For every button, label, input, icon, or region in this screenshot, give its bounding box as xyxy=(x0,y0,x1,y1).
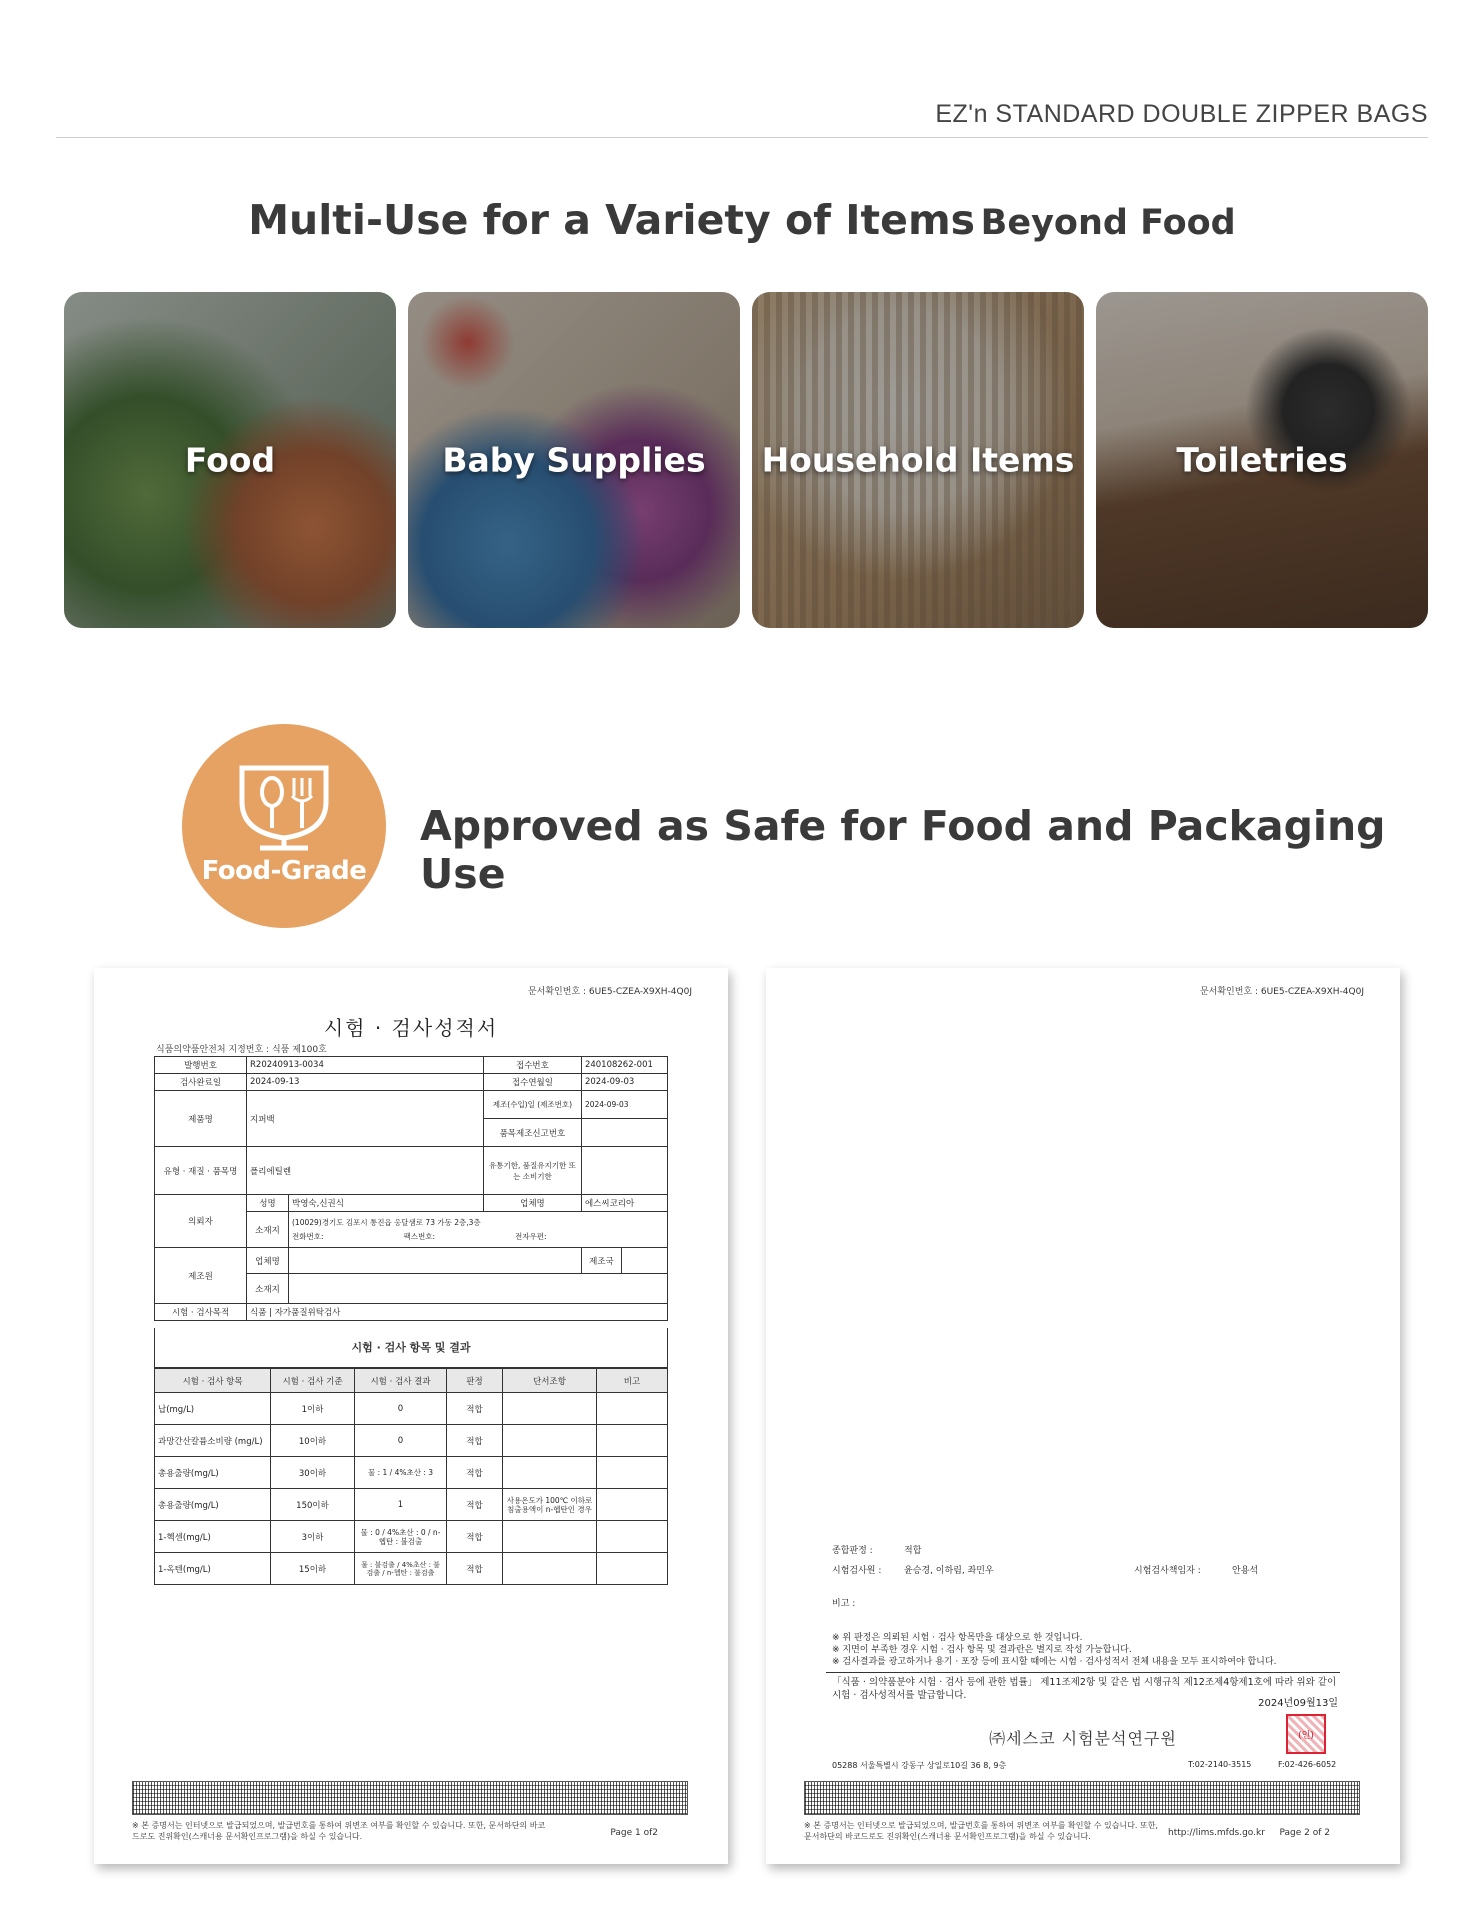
fax-label: 팩스번호: xyxy=(403,1231,436,1241)
maker-company-label: 업체명 xyxy=(247,1248,289,1274)
results-header: 비고 xyxy=(597,1369,668,1393)
page-number: Page 2 of 2 xyxy=(1279,1828,1330,1838)
test-report-page-1 xyxy=(94,968,728,1864)
cutlery-icon xyxy=(234,762,334,852)
barcode xyxy=(132,1781,688,1815)
card-label: Toiletries xyxy=(1176,440,1348,480)
registration-number: 식품의약품안전처 지정번호 : 식품 제100호 xyxy=(156,1045,327,1055)
result-note xyxy=(597,1553,668,1585)
testers-label: 시험검사원 : xyxy=(832,1566,882,1576)
result-note xyxy=(597,1393,668,1425)
maker-label: 제조원 xyxy=(155,1248,247,1304)
address-label: 소재지 xyxy=(247,1212,289,1248)
issuer-address: 05288 서울특별시 강동구 상일로10길 36 8, 9층 xyxy=(832,1761,1007,1770)
company-label: 업체명 xyxy=(483,1195,581,1212)
result-item: 과망간산칼륨소비량 (mg/L) xyxy=(155,1425,271,1457)
purpose-label: 시험 · 검사목적 xyxy=(155,1304,247,1321)
receipt-date: 2024-09-03 xyxy=(581,1074,667,1091)
header-divider xyxy=(56,137,1428,138)
results-section-title: 시험 · 검사 항목 및 결과 xyxy=(154,1328,668,1368)
result-value: 1 xyxy=(355,1489,447,1521)
result-verdict: 적합 xyxy=(447,1489,503,1521)
card-label: Food xyxy=(184,440,276,480)
purpose-value: 식품 | 자가품질위탁검사 xyxy=(247,1304,668,1321)
expiry-label: 유통기한, 품질유지기한 또는 소비기한 xyxy=(483,1147,581,1195)
country-label: 제조국 xyxy=(581,1248,621,1274)
result-standard: 3이하 xyxy=(271,1521,355,1553)
note-item: ※ 지면이 부족한 경우 시험 · 검사 항목 및 결과란은 별지로 작성 가능합니다. xyxy=(832,1645,1132,1655)
report-info-table xyxy=(154,1056,668,1321)
receipt-date-label: 접수연월일 xyxy=(483,1074,581,1091)
results-table xyxy=(154,1368,668,1585)
result-standard: 150이하 xyxy=(271,1489,355,1521)
law-statement: 「식품 · 의약품분야 시험 · 검사 등에 관한 법률」 제11조제2항 및 같은 법 시행규칙 제12조제4항제1호에 따라 위와 같이 시험 · 검사성적서를 발급합니다. xyxy=(832,1677,1337,1701)
card-label: Household Items xyxy=(761,440,1075,480)
client-address xyxy=(289,1212,668,1248)
table-row xyxy=(155,1553,668,1585)
badge-label: Food-Grade xyxy=(201,856,367,886)
document-number: 문서확인번호 : 6UE5-CZEA-X9XH-4Q0J xyxy=(1199,987,1364,997)
card-toiletries xyxy=(1096,292,1428,628)
headline xyxy=(0,196,1484,244)
report-title: 시험 · 검사성적서 xyxy=(323,1016,499,1040)
note-item: ※ 위 판정은 의뢰된 시험 · 검사 항목만을 대상으로 한 것입니다. xyxy=(832,1633,1083,1643)
results-header: 단서조항 xyxy=(503,1369,597,1393)
card-baby-supplies xyxy=(408,292,740,628)
page-number: Page 1 of2 xyxy=(610,1828,658,1838)
product-label: 제품명 xyxy=(155,1091,247,1147)
type-label: 유형 · 재질 · 품목명 xyxy=(155,1147,247,1195)
manager-label: 시험검사책임자 : xyxy=(1134,1566,1201,1576)
result-clause xyxy=(503,1553,597,1585)
mfg-date: 2024-09-03 xyxy=(581,1091,667,1119)
result-verdict: 적합 xyxy=(447,1425,503,1457)
result-standard: 15이하 xyxy=(271,1553,355,1585)
barcode xyxy=(804,1781,1360,1815)
result-item: 총용출량(mg/L) xyxy=(155,1457,271,1489)
maker-address-label: 소재지 xyxy=(247,1274,289,1304)
results-header: 시험 · 검사 기준 xyxy=(271,1369,355,1393)
table-row xyxy=(155,1457,668,1489)
name-label: 성명 xyxy=(247,1195,289,1212)
food-grade-badge xyxy=(182,724,386,928)
document-footer: ※ 본 증명서는 인터넷으로 발급되었으며, 발급번호를 통하여 위변조 여부를 확인할 수 있습니다. 또한, 문서하단의 바코드로도 진위확인(스캐너용 문서확인프로그램)을 하실 수 있습니다. xyxy=(804,1821,1158,1841)
test-report-page-2 xyxy=(766,968,1400,1864)
testers: 윤승경, 이하림, 좌민우 xyxy=(904,1566,994,1576)
result-clause xyxy=(503,1521,597,1553)
done-date: 2024-09-13 xyxy=(247,1074,484,1091)
approved-title: Approved as Safe for Food and Packaging Use xyxy=(420,802,1386,898)
issuer-fax: F:02-426-6052 xyxy=(1278,1760,1337,1769)
result-value: 물 : 불검출 / 4%초산 : 불검출 / n-헵탄 : 불검출 xyxy=(355,1553,447,1585)
headline-main: Multi-Use for a Variety of Items xyxy=(248,196,976,244)
result-verdict: 적합 xyxy=(447,1457,503,1489)
result-clause: 사용온도가 100℃ 이하로 침출용액이 n-헵탄인 경우 xyxy=(503,1489,597,1521)
issue-no-label: 발행번호 xyxy=(155,1057,247,1074)
use-case-cards xyxy=(64,292,1428,628)
receipt-no-label: 접수번호 xyxy=(483,1057,581,1074)
result-verdict: 적합 xyxy=(447,1393,503,1425)
result-note xyxy=(597,1489,668,1521)
table-row xyxy=(155,1393,668,1425)
result-item: 1-옥텐(mg/L) xyxy=(155,1553,271,1585)
client-label: 의뢰자 xyxy=(155,1195,247,1248)
issue-no: R20240913-0034 xyxy=(247,1057,484,1074)
document-number: 문서확인번호 : 6UE5-CZEA-X9XH-4Q0J xyxy=(527,987,692,997)
mfg-date-label: 제조(수입)일 (제조번호) xyxy=(483,1091,581,1119)
table-row xyxy=(155,1489,668,1521)
issuer-company: ㈜세스코 시험분석연구원 xyxy=(989,1729,1177,1748)
manager: 안용석 xyxy=(1232,1566,1259,1576)
report-no xyxy=(581,1119,667,1147)
verification-site: http://lims.mfds.go.kr xyxy=(1168,1828,1265,1838)
result-note xyxy=(597,1457,668,1489)
maker-company xyxy=(289,1248,582,1274)
client-name: 박영숙,신권식 xyxy=(289,1195,484,1212)
notes-list xyxy=(832,1632,1276,1668)
client-company: 에스씨코리아 xyxy=(581,1195,667,1212)
issue-date: 2024년09월13일 xyxy=(1258,1698,1338,1709)
note-item: ※ 검사결과를 광고하거나 용기 · 포장 등에 표시할 때에는 시험 · 검사성적서 전체 내용을 모두 표시하여야 합니다. xyxy=(832,1657,1277,1667)
official-seal xyxy=(1286,1714,1326,1754)
result-verdict: 적합 xyxy=(447,1521,503,1553)
results-header: 시험 · 검사 항목 xyxy=(155,1369,271,1393)
result-note xyxy=(597,1521,668,1553)
expiry-value xyxy=(581,1147,667,1195)
divider xyxy=(826,1672,1340,1673)
result-value: 0 xyxy=(355,1425,447,1457)
headline-sub: Beyond Food xyxy=(980,203,1236,243)
seal-text: (인) xyxy=(1298,1731,1314,1741)
maker-address xyxy=(289,1274,668,1304)
result-clause xyxy=(503,1425,597,1457)
result-value: 0 xyxy=(355,1393,447,1425)
results-header: 시험 · 검사 결과 xyxy=(355,1369,447,1393)
card-household-items xyxy=(752,292,1084,628)
result-clause xyxy=(503,1457,597,1489)
result-clause xyxy=(503,1393,597,1425)
table-row xyxy=(155,1425,668,1457)
card-food xyxy=(64,292,396,628)
document-footer: ※ 본 증명서는 인터넷으로 발급되었으며, 발급번호를 통하여 위변조 여부를 확인할 수 있습니다. 또한, 문서하단의 바코드로도 진위확인(스캐너용 문서확인프로그램)을 하실 수 있습니다. xyxy=(132,1821,546,1841)
remarks-label: 비고 : xyxy=(832,1599,856,1609)
results-header: 판정 xyxy=(447,1369,503,1393)
receipt-no: 240108262-001 xyxy=(581,1057,667,1074)
product-name: 지퍼백 xyxy=(247,1091,484,1147)
maker-country xyxy=(621,1248,667,1274)
table-row xyxy=(155,1521,668,1553)
result-verdict: 적합 xyxy=(447,1553,503,1585)
result-standard: 1이하 xyxy=(271,1393,355,1425)
result-item: 총용출량(mg/L) xyxy=(155,1489,271,1521)
brand-title: EZ'n STANDARD DOUBLE ZIPPER BAGS xyxy=(935,100,1428,128)
phone-label: 전화번호: xyxy=(292,1231,324,1241)
report-no-label: 품목제조신고번호 xyxy=(483,1119,581,1147)
result-item: 1-헥센(mg/L) xyxy=(155,1521,271,1553)
result-value: 물 : 0 / 4%초산 : 0 / n-헵탄 : 불검출 xyxy=(355,1521,447,1553)
done-date-label: 검사완료일 xyxy=(155,1074,247,1091)
issuer-tel: T:02-2140-3515 xyxy=(1188,1760,1252,1769)
client-address-text: (10029)경기도 김포시 통진읍 옹달샘로 73 가동 2층,3층 xyxy=(292,1217,481,1227)
email-label: 전자우편: xyxy=(515,1231,547,1241)
result-note xyxy=(597,1425,668,1457)
overall-label: 종합판정 : xyxy=(832,1546,873,1556)
result-item: 납(mg/L) xyxy=(155,1393,271,1425)
card-label: Baby Supplies xyxy=(442,440,706,480)
result-standard: 30이하 xyxy=(271,1457,355,1489)
overall-verdict: 적합 xyxy=(904,1546,922,1556)
type-value: 폴리에틸렌 xyxy=(247,1147,484,1195)
result-standard: 10이하 xyxy=(271,1425,355,1457)
result-value: 물 : 1 / 4%초산 : 3 xyxy=(355,1457,447,1489)
